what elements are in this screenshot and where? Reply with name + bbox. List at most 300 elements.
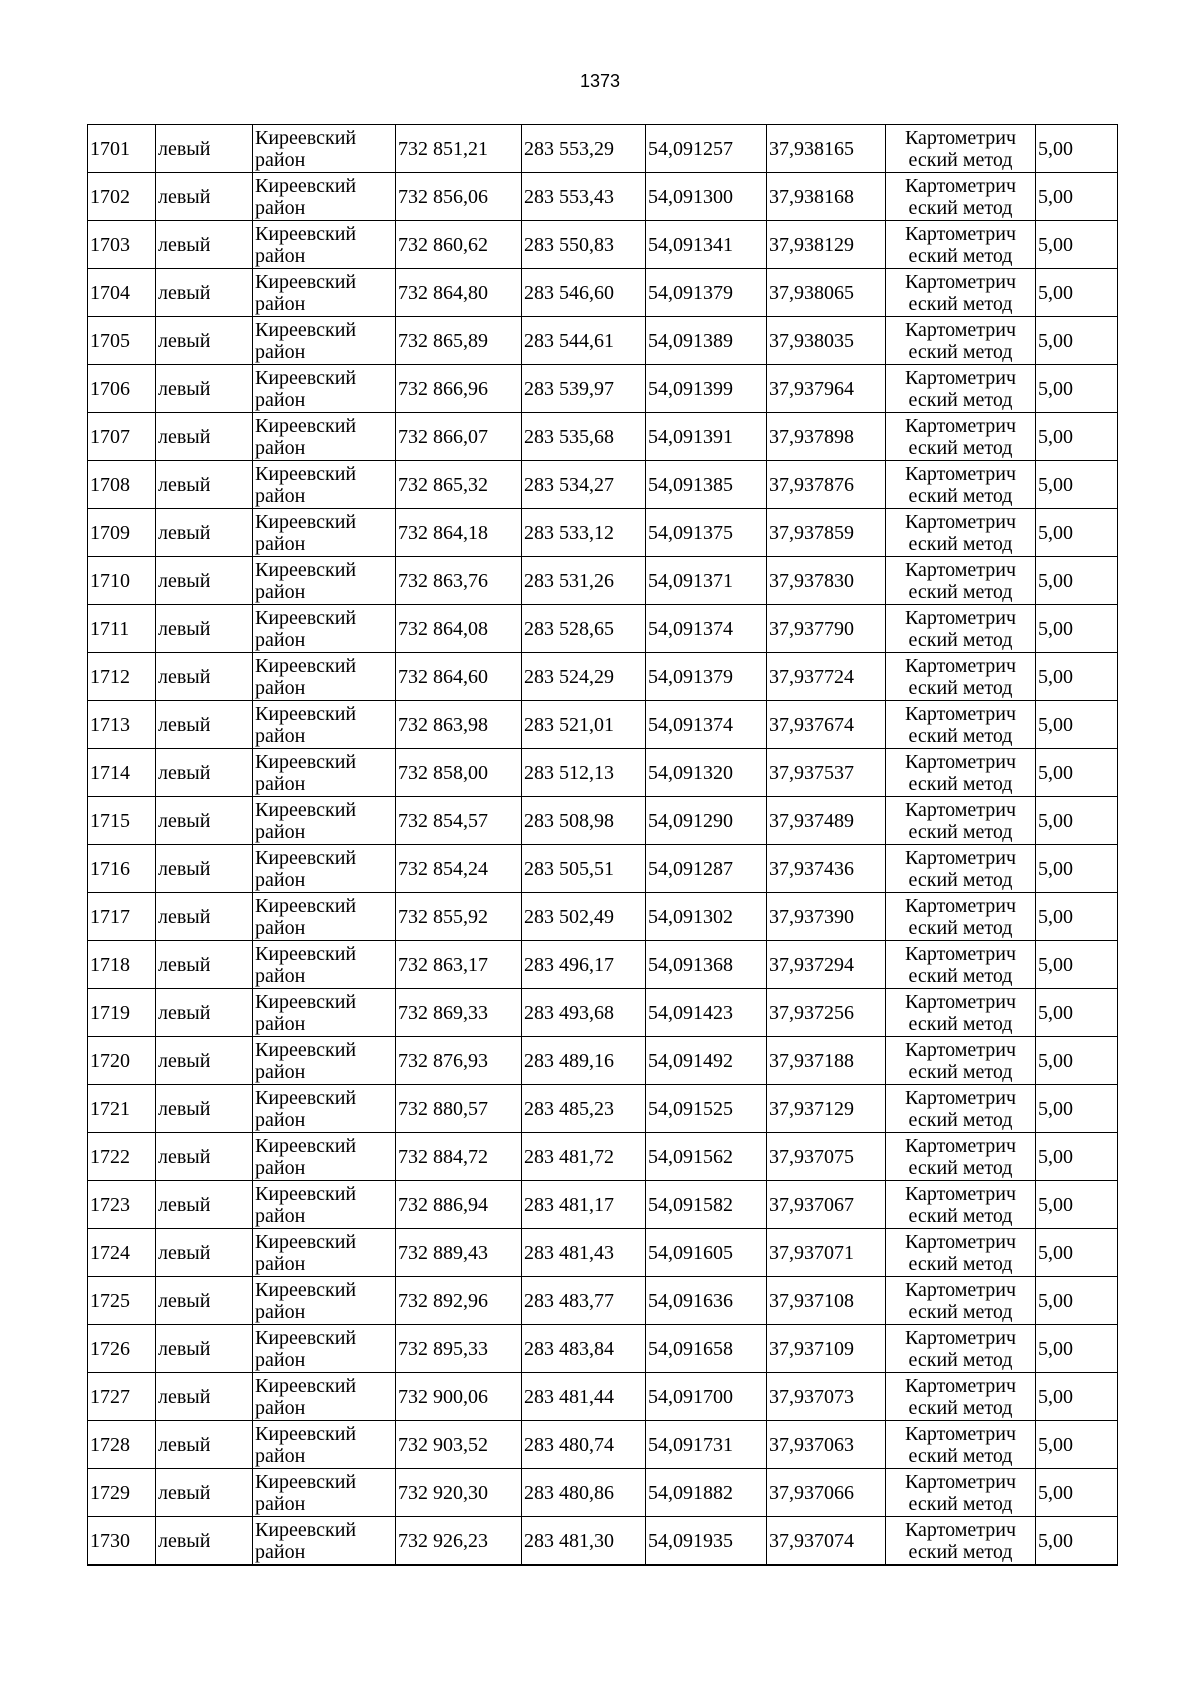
cell-x-coordinate: 732 860,62 — [396, 221, 522, 269]
table-row — [88, 701, 1118, 749]
cell-side: левый — [156, 749, 253, 797]
cell-method-line-2: еский метод — [908, 484, 1013, 507]
cell-y-coordinate: 283 539,97 — [522, 365, 646, 413]
table-row — [88, 749, 1118, 797]
cell-district — [253, 941, 396, 989]
cell-district — [253, 749, 396, 797]
table-row — [88, 413, 1118, 461]
cell-y-coordinate: 283 496,17 — [522, 941, 646, 989]
cell-point-number: 1728 — [88, 1421, 156, 1469]
cell-longitude: 37,937063 — [767, 1421, 886, 1469]
cell-accuracy: 5,00 — [1036, 317, 1118, 365]
cell-side: левый — [156, 1133, 253, 1181]
cell-district — [253, 557, 396, 605]
cell-method — [886, 461, 1036, 509]
cell-latitude: 54,091385 — [646, 461, 767, 509]
cell-latitude: 54,091882 — [646, 1469, 767, 1517]
cell-point-number: 1723 — [88, 1181, 156, 1229]
cell-longitude: 37,937109 — [767, 1325, 886, 1373]
cell-district-line-1: Киреевский — [255, 1038, 357, 1061]
cell-accuracy: 5,00 — [1036, 557, 1118, 605]
table-row — [88, 173, 1118, 221]
cell-longitude: 37,937071 — [767, 1229, 886, 1277]
cell-accuracy: 5,00 — [1036, 1469, 1118, 1517]
cell-latitude: 54,091302 — [646, 893, 767, 941]
cell-longitude: 37,937830 — [767, 557, 886, 605]
cell-method-line-2: еский метод — [908, 388, 1013, 411]
cell-method-line-2: еский метод — [908, 676, 1013, 699]
cell-district — [253, 605, 396, 653]
cell-longitude: 37,937859 — [767, 509, 886, 557]
cell-accuracy: 5,00 — [1036, 1229, 1118, 1277]
table-row — [88, 1517, 1118, 1566]
cell-x-coordinate: 732 900,06 — [396, 1373, 522, 1421]
cell-y-coordinate: 283 502,49 — [522, 893, 646, 941]
cell-point-number: 1707 — [88, 413, 156, 461]
cell-point-number: 1709 — [88, 509, 156, 557]
cell-longitude: 37,937073 — [767, 1373, 886, 1421]
cell-accuracy: 5,00 — [1036, 221, 1118, 269]
cell-side: левый — [156, 221, 253, 269]
cell-x-coordinate: 732 866,96 — [396, 365, 522, 413]
cell-district — [253, 365, 396, 413]
cell-longitude: 37,937067 — [767, 1181, 886, 1229]
cell-method-line-2: еский метод — [908, 1348, 1013, 1371]
cell-method-line-1: Картометрич — [904, 1038, 1017, 1061]
cell-side: левый — [156, 125, 253, 173]
cell-method-line-1: Картометрич — [904, 654, 1017, 677]
cell-district-line-1: Киреевский — [255, 606, 357, 629]
table-row — [88, 557, 1118, 605]
cell-district — [253, 845, 396, 893]
cell-point-number: 1708 — [88, 461, 156, 509]
cell-method-line-1: Картометрич — [904, 366, 1017, 389]
cell-longitude: 37,938035 — [767, 317, 886, 365]
cell-latitude: 54,091257 — [646, 125, 767, 173]
cell-district-line-1: Киреевский — [255, 1326, 357, 1349]
cell-latitude: 54,091399 — [646, 365, 767, 413]
cell-district-line-1: Киреевский — [255, 1278, 357, 1301]
cell-accuracy: 5,00 — [1036, 893, 1118, 941]
cell-side: левый — [156, 1421, 253, 1469]
cell-longitude: 37,937294 — [767, 941, 886, 989]
cell-point-number: 1721 — [88, 1085, 156, 1133]
cell-district — [253, 1469, 396, 1517]
page-number: 1373 — [579, 71, 621, 91]
cell-y-coordinate: 283 485,23 — [522, 1085, 646, 1133]
cell-latitude: 54,091379 — [646, 269, 767, 317]
cell-method — [886, 653, 1036, 701]
cell-accuracy: 5,00 — [1036, 413, 1118, 461]
cell-district-line-1: Киреевский — [255, 1470, 357, 1493]
cell-method-line-1: Картометрич — [904, 126, 1017, 149]
cell-y-coordinate: 283 481,44 — [522, 1373, 646, 1421]
cell-longitude: 37,938168 — [767, 173, 886, 221]
cell-latitude: 54,091391 — [646, 413, 767, 461]
cell-x-coordinate: 732 884,72 — [396, 1133, 522, 1181]
cell-latitude: 54,091341 — [646, 221, 767, 269]
cell-district — [253, 1421, 396, 1469]
cell-method-line-1: Картометрич — [904, 1470, 1017, 1493]
cell-x-coordinate: 732 864,08 — [396, 605, 522, 653]
cell-method-line-2: еский метод — [908, 1444, 1013, 1467]
cell-x-coordinate: 732 869,33 — [396, 989, 522, 1037]
table-row — [88, 1133, 1118, 1181]
cell-district-line-2: район — [255, 388, 306, 411]
cell-method-line-1: Картометрич — [904, 798, 1017, 821]
cell-district — [253, 509, 396, 557]
cell-method-line-2: еский метод — [908, 340, 1013, 363]
cell-x-coordinate: 732 880,57 — [396, 1085, 522, 1133]
cell-method — [886, 941, 1036, 989]
cell-point-number: 1729 — [88, 1469, 156, 1517]
cell-method-line-1: Картометрич — [904, 1134, 1017, 1157]
cell-district-line-1: Киреевский — [255, 990, 357, 1013]
cell-side: левый — [156, 557, 253, 605]
cell-district — [253, 1229, 396, 1277]
cell-point-number: 1701 — [88, 125, 156, 173]
cell-point-number: 1717 — [88, 893, 156, 941]
cell-latitude: 54,091492 — [646, 1037, 767, 1085]
cell-x-coordinate: 732 886,94 — [396, 1181, 522, 1229]
cell-method — [886, 1373, 1036, 1421]
cell-method-line-1: Картометрич — [904, 510, 1017, 533]
cell-side: левый — [156, 941, 253, 989]
cell-x-coordinate: 732 864,18 — [396, 509, 522, 557]
cell-method-line-2: еский метод — [908, 1540, 1013, 1563]
table-row — [88, 1181, 1118, 1229]
cell-latitude: 54,091374 — [646, 701, 767, 749]
cell-method-line-2: еский метод — [908, 916, 1013, 939]
cell-side: левый — [156, 1277, 253, 1325]
cell-district-line-1: Киреевский — [255, 1182, 357, 1205]
cell-accuracy: 5,00 — [1036, 1133, 1118, 1181]
cell-point-number: 1730 — [88, 1517, 156, 1566]
cell-district-line-2: район — [255, 1492, 306, 1515]
cell-district-line-2: район — [255, 1012, 306, 1035]
cell-district — [253, 1277, 396, 1325]
cell-point-number: 1720 — [88, 1037, 156, 1085]
cell-method-line-2: еский метод — [908, 1012, 1013, 1035]
cell-side: левый — [156, 1325, 253, 1373]
cell-district-line-2: район — [255, 1156, 306, 1179]
cell-point-number: 1711 — [88, 605, 156, 653]
cell-district-line-1: Киреевский — [255, 654, 357, 677]
cell-district-line-2: район — [255, 148, 306, 171]
cell-longitude: 37,937256 — [767, 989, 886, 1037]
cell-side: левый — [156, 1181, 253, 1229]
cell-district-line-1: Киреевский — [255, 1422, 357, 1445]
cell-method-line-2: еский метод — [908, 292, 1013, 315]
cell-y-coordinate: 283 553,43 — [522, 173, 646, 221]
cell-method — [886, 1421, 1036, 1469]
cell-method-line-1: Картометрич — [904, 174, 1017, 197]
cell-method-line-1: Картометрич — [904, 1326, 1017, 1349]
cell-district-line-2: район — [255, 1300, 306, 1323]
cell-side: левый — [156, 1229, 253, 1277]
cell-point-number: 1713 — [88, 701, 156, 749]
cell-x-coordinate: 732 865,89 — [396, 317, 522, 365]
cell-point-number: 1722 — [88, 1133, 156, 1181]
cell-method — [886, 1277, 1036, 1325]
cell-y-coordinate: 283 524,29 — [522, 653, 646, 701]
cell-method — [886, 845, 1036, 893]
cell-district-line-2: район — [255, 532, 306, 555]
table-row — [88, 1085, 1118, 1133]
cell-method-line-1: Картометрич — [904, 1278, 1017, 1301]
cell-latitude: 54,091374 — [646, 605, 767, 653]
cell-district-line-1: Киреевский — [255, 558, 357, 581]
cell-side: левый — [156, 1373, 253, 1421]
cell-district-line-2: район — [255, 1348, 306, 1371]
cell-longitude: 37,937898 — [767, 413, 886, 461]
table-row — [88, 461, 1118, 509]
cell-x-coordinate: 732 876,93 — [396, 1037, 522, 1085]
cell-latitude: 54,091562 — [646, 1133, 767, 1181]
cell-side: левый — [156, 173, 253, 221]
table-row — [88, 797, 1118, 845]
cell-point-number: 1702 — [88, 173, 156, 221]
cell-side: левый — [156, 461, 253, 509]
cell-point-number: 1716 — [88, 845, 156, 893]
cell-district — [253, 317, 396, 365]
cell-x-coordinate: 732 858,00 — [396, 749, 522, 797]
table-row — [88, 269, 1118, 317]
cell-district — [253, 125, 396, 173]
cell-latitude: 54,091700 — [646, 1373, 767, 1421]
cell-method — [886, 221, 1036, 269]
cell-x-coordinate: 732 863,98 — [396, 701, 522, 749]
cell-district — [253, 1373, 396, 1421]
cell-district — [253, 701, 396, 749]
cell-accuracy: 5,00 — [1036, 1373, 1118, 1421]
cell-y-coordinate: 283 489,16 — [522, 1037, 646, 1085]
cell-district — [253, 413, 396, 461]
table-row — [88, 365, 1118, 413]
cell-method-line-2: еский метод — [908, 580, 1013, 603]
cell-y-coordinate: 283 533,12 — [522, 509, 646, 557]
cell-x-coordinate: 732 854,57 — [396, 797, 522, 845]
cell-point-number: 1714 — [88, 749, 156, 797]
cell-x-coordinate: 732 865,32 — [396, 461, 522, 509]
cell-side: левый — [156, 989, 253, 1037]
cell-method-line-1: Картометрич — [904, 222, 1017, 245]
cell-x-coordinate: 732 903,52 — [396, 1421, 522, 1469]
cell-y-coordinate: 283 546,60 — [522, 269, 646, 317]
cell-method — [886, 1181, 1036, 1229]
cell-method-line-1: Картометрич — [904, 318, 1017, 341]
cell-method-line-1: Картометрич — [904, 846, 1017, 869]
cell-accuracy: 5,00 — [1036, 989, 1118, 1037]
cell-y-coordinate: 283 483,84 — [522, 1325, 646, 1373]
cell-method-line-1: Картометрич — [904, 1230, 1017, 1253]
cell-district-line-2: район — [255, 1396, 306, 1419]
cell-latitude: 54,091636 — [646, 1277, 767, 1325]
cell-latitude: 54,091320 — [646, 749, 767, 797]
cell-accuracy: 5,00 — [1036, 173, 1118, 221]
cell-accuracy: 5,00 — [1036, 1325, 1118, 1373]
cell-accuracy: 5,00 — [1036, 749, 1118, 797]
cell-district-line-1: Киреевский — [255, 798, 357, 821]
cell-method-line-2: еский метод — [908, 868, 1013, 891]
cell-district — [253, 1085, 396, 1133]
cell-longitude: 37,937108 — [767, 1277, 886, 1325]
cell-district — [253, 1517, 396, 1566]
cell-district-line-2: район — [255, 1540, 306, 1563]
cell-method — [886, 1037, 1036, 1085]
cell-y-coordinate: 283 521,01 — [522, 701, 646, 749]
cell-district-line-1: Киреевский — [255, 750, 357, 773]
cell-district — [253, 1325, 396, 1373]
cell-district-line-2: район — [255, 580, 306, 603]
cell-longitude: 37,937066 — [767, 1469, 886, 1517]
cell-method-line-1: Картометрич — [904, 1086, 1017, 1109]
cell-district-line-1: Киреевский — [255, 942, 357, 965]
cell-longitude: 37,937876 — [767, 461, 886, 509]
cell-longitude: 37,937790 — [767, 605, 886, 653]
cell-latitude: 54,091658 — [646, 1325, 767, 1373]
cell-x-coordinate: 732 863,17 — [396, 941, 522, 989]
cell-district-line-1: Киреевский — [255, 126, 357, 149]
cell-y-coordinate: 283 531,26 — [522, 557, 646, 605]
cell-latitude: 54,091389 — [646, 317, 767, 365]
cell-district-line-2: район — [255, 628, 306, 651]
cell-method-line-1: Картометрич — [904, 942, 1017, 965]
cell-method-line-2: еский метод — [908, 1300, 1013, 1323]
cell-method — [886, 365, 1036, 413]
cell-method-line-2: еский метод — [908, 628, 1013, 651]
cell-method-line-2: еский метод — [908, 1108, 1013, 1131]
cell-longitude: 37,938129 — [767, 221, 886, 269]
cell-district-line-2: район — [255, 1444, 306, 1467]
cell-method-line-1: Картометрич — [904, 1374, 1017, 1397]
cell-x-coordinate: 732 854,24 — [396, 845, 522, 893]
cell-accuracy: 5,00 — [1036, 653, 1118, 701]
cell-accuracy: 5,00 — [1036, 941, 1118, 989]
cell-point-number: 1726 — [88, 1325, 156, 1373]
cell-longitude: 37,937489 — [767, 797, 886, 845]
cell-method-line-2: еский метод — [908, 532, 1013, 555]
cell-method-line-1: Картометрич — [904, 894, 1017, 917]
cell-longitude: 37,937674 — [767, 701, 886, 749]
cell-x-coordinate: 732 855,92 — [396, 893, 522, 941]
cell-district-line-2: район — [255, 1060, 306, 1083]
cell-longitude: 37,937537 — [767, 749, 886, 797]
cell-y-coordinate: 283 480,74 — [522, 1421, 646, 1469]
cell-method — [886, 749, 1036, 797]
cell-method — [886, 125, 1036, 173]
cell-y-coordinate: 283 481,43 — [522, 1229, 646, 1277]
cell-method-line-2: еский метод — [908, 1060, 1013, 1083]
cell-method-line-2: еский метод — [908, 1204, 1013, 1227]
cell-side: левый — [156, 269, 253, 317]
cell-district-line-2: район — [255, 292, 306, 315]
cell-x-coordinate: 732 863,76 — [396, 557, 522, 605]
cell-district-line-2: район — [255, 916, 306, 939]
cell-method-line-2: еский метод — [908, 1396, 1013, 1419]
table-row — [88, 1229, 1118, 1277]
cell-district-line-1: Киреевский — [255, 270, 357, 293]
cell-district — [253, 1181, 396, 1229]
cell-method — [886, 797, 1036, 845]
cell-district-line-2: район — [255, 1204, 306, 1227]
cell-x-coordinate: 732 864,80 — [396, 269, 522, 317]
cell-point-number: 1704 — [88, 269, 156, 317]
cell-district-line-2: район — [255, 340, 306, 363]
cell-x-coordinate: 732 864,60 — [396, 653, 522, 701]
cell-y-coordinate: 283 505,51 — [522, 845, 646, 893]
cell-district-line-1: Киреевский — [255, 414, 357, 437]
cell-district-line-2: район — [255, 244, 306, 267]
cell-point-number: 1712 — [88, 653, 156, 701]
cell-method-line-1: Картометрич — [904, 558, 1017, 581]
cell-district-line-2: район — [255, 436, 306, 459]
cell-district — [253, 269, 396, 317]
cell-point-number: 1703 — [88, 221, 156, 269]
cell-side: левый — [156, 1517, 253, 1566]
cell-x-coordinate: 732 856,06 — [396, 173, 522, 221]
cell-accuracy: 5,00 — [1036, 1181, 1118, 1229]
cell-district — [253, 1133, 396, 1181]
cell-district — [253, 1037, 396, 1085]
cell-side: левый — [156, 1037, 253, 1085]
cell-district-line-1: Киреевский — [255, 1518, 357, 1541]
cell-latitude: 54,091731 — [646, 1421, 767, 1469]
cell-method — [886, 413, 1036, 461]
cell-accuracy: 5,00 — [1036, 509, 1118, 557]
cell-method-line-2: еский метод — [908, 1156, 1013, 1179]
cell-district-line-1: Киреевский — [255, 1230, 357, 1253]
table-row — [88, 1373, 1118, 1421]
cell-y-coordinate: 283 512,13 — [522, 749, 646, 797]
cell-district-line-2: район — [255, 772, 306, 795]
cell-district-line-1: Киреевский — [255, 222, 357, 245]
cell-accuracy: 5,00 — [1036, 1277, 1118, 1325]
cell-method-line-1: Картометрич — [904, 462, 1017, 485]
cell-accuracy: 5,00 — [1036, 461, 1118, 509]
cell-method — [886, 1325, 1036, 1373]
table-row — [88, 1325, 1118, 1373]
cell-latitude: 54,091287 — [646, 845, 767, 893]
coordinates-table — [87, 124, 1118, 1566]
cell-latitude: 54,091605 — [646, 1229, 767, 1277]
cell-longitude: 37,937188 — [767, 1037, 886, 1085]
cell-district-line-1: Киреевский — [255, 1134, 357, 1157]
cell-accuracy: 5,00 — [1036, 605, 1118, 653]
cell-method-line-1: Картометрич — [904, 1422, 1017, 1445]
cell-method-line-2: еский метод — [908, 196, 1013, 219]
cell-side: левый — [156, 605, 253, 653]
cell-y-coordinate: 283 508,98 — [522, 797, 646, 845]
cell-y-coordinate: 283 480,86 — [522, 1469, 646, 1517]
cell-district — [253, 989, 396, 1037]
table-row — [88, 509, 1118, 557]
cell-side: левый — [156, 365, 253, 413]
cell-side: левый — [156, 509, 253, 557]
cell-method — [886, 509, 1036, 557]
cell-latitude: 54,091290 — [646, 797, 767, 845]
cell-accuracy: 5,00 — [1036, 269, 1118, 317]
cell-longitude: 37,937436 — [767, 845, 886, 893]
cell-latitude: 54,091935 — [646, 1517, 767, 1566]
table-row — [88, 941, 1118, 989]
cell-method-line-1: Картометрич — [904, 750, 1017, 773]
table-body — [88, 125, 1118, 1566]
cell-longitude: 37,937964 — [767, 365, 886, 413]
cell-method — [886, 1469, 1036, 1517]
cell-y-coordinate: 283 544,61 — [522, 317, 646, 365]
cell-accuracy: 5,00 — [1036, 1421, 1118, 1469]
